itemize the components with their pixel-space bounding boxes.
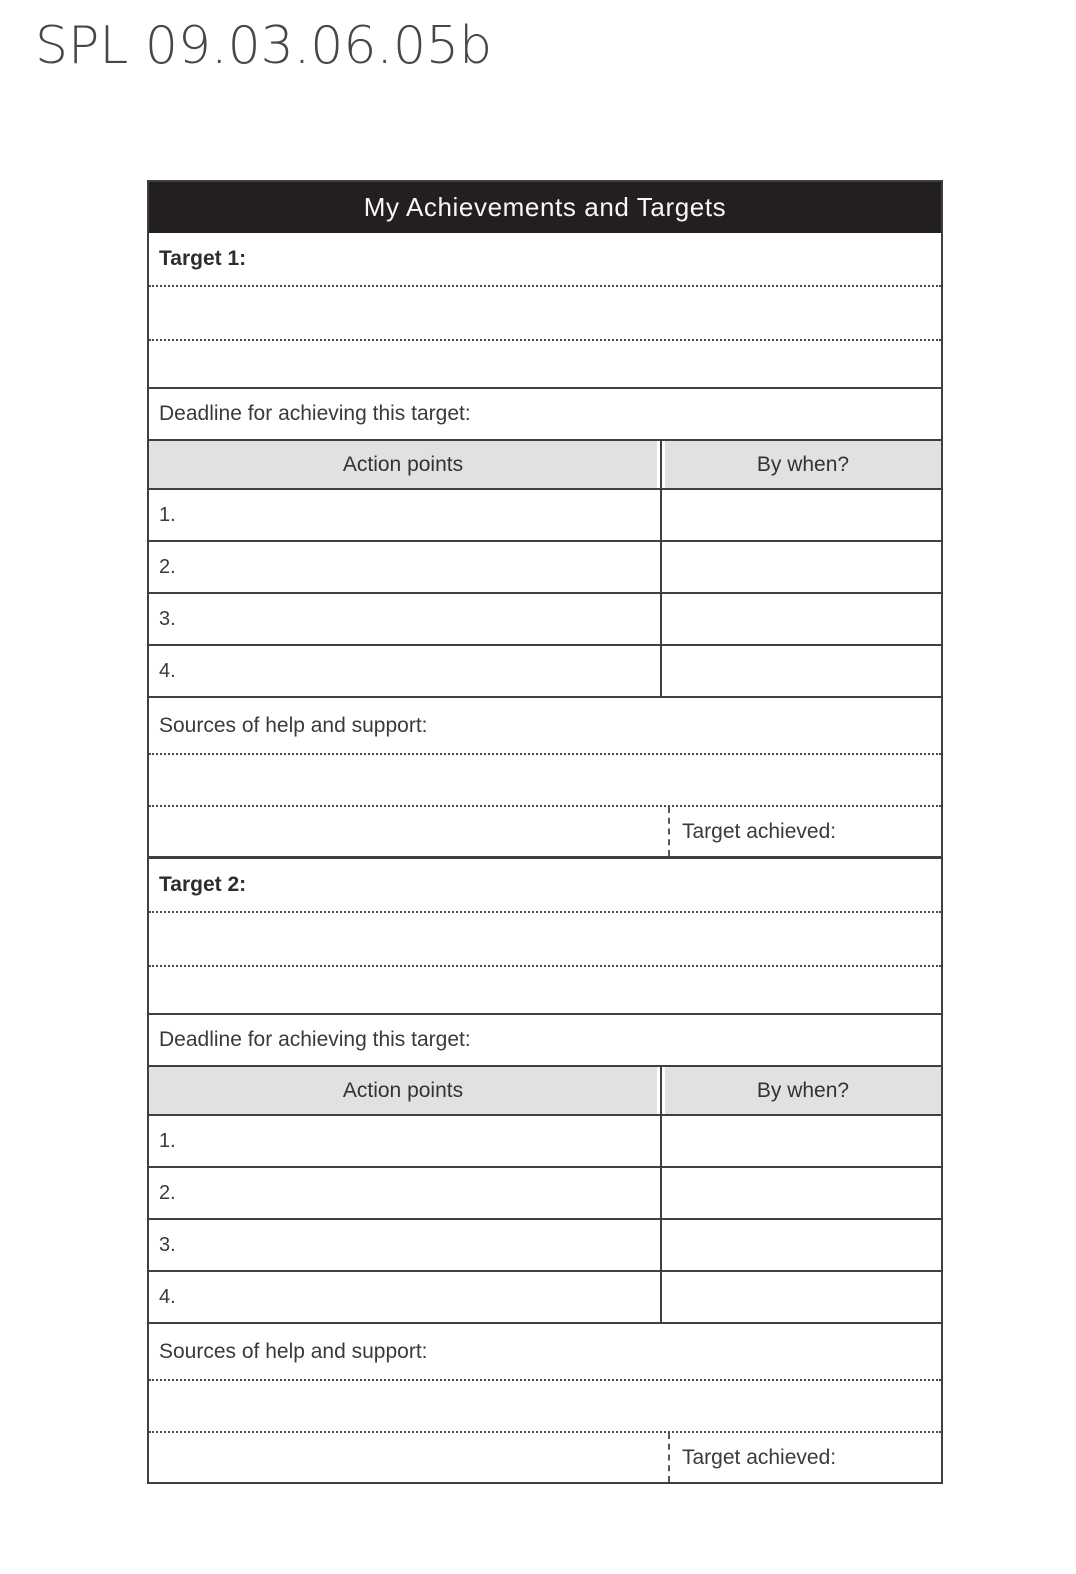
target-1-sources-writein-line[interactable] [149, 755, 941, 807]
target-2-label: Target 2: [159, 873, 247, 896]
action-row-number: 2. [159, 1181, 176, 1204]
achievements-targets-sheet [147, 180, 943, 1484]
target-1-deadline-row[interactable] [149, 389, 941, 441]
target-1-sources-label: Sources of help and support: [159, 713, 428, 737]
target-1-action-row-3 [149, 594, 941, 646]
achieved-row-spacer[interactable] [149, 807, 668, 856]
by-when-cell-2[interactable] [662, 1168, 941, 1218]
action-row-number: 2. [159, 555, 176, 578]
target-2-action-row-2 [149, 1168, 941, 1220]
by-when-cell-4[interactable] [662, 1272, 941, 1322]
action-row-number: 4. [159, 1285, 176, 1308]
target-1-action-row-2 [149, 542, 941, 594]
sheet-title-bar [149, 182, 941, 233]
target-2-column-header-row [149, 1067, 941, 1116]
target-1-label-row[interactable] [149, 233, 941, 287]
target-2-sources-label: Sources of help and support: [159, 1339, 428, 1363]
action-row-number: 1. [159, 503, 176, 526]
by-when-cell-1[interactable] [662, 490, 941, 540]
by-when-cell-1[interactable] [662, 1116, 941, 1166]
target-2-action-row-3 [149, 1220, 941, 1272]
action-point-cell-3[interactable] [149, 1220, 662, 1270]
target-2-achieved-label: Target achieved: [682, 1445, 837, 1469]
target-1-achieved-label: Target achieved: [682, 819, 837, 843]
target-2-achieved-row [149, 1433, 941, 1482]
target-2-action-row-4 [149, 1272, 941, 1324]
target-1-column-header-row [149, 441, 941, 490]
action-point-cell-1[interactable] [149, 490, 662, 540]
target-1-achieved-row [149, 807, 941, 856]
by-when-cell-3[interactable] [662, 1220, 941, 1270]
action-row-number: 3. [159, 607, 176, 630]
target-2-deadline-label: Deadline for achieving this target: [159, 1028, 471, 1051]
action-point-cell-2[interactable] [149, 542, 662, 592]
action-row-number: 1. [159, 1129, 176, 1152]
action-row-number: 3. [159, 1233, 176, 1256]
target-2-by-when-header-cell [665, 1067, 941, 1114]
target-1-label: Target 1: [159, 247, 247, 270]
target-1-action-points-header-cell [149, 441, 657, 488]
target-1-action-row-4 [149, 646, 941, 698]
target-1-action-row-1 [149, 490, 941, 542]
target-2-writein-line-1[interactable] [149, 913, 941, 967]
target-2-label-row[interactable] [149, 859, 941, 913]
target-1-deadline-label: Deadline for achieving this target: [159, 402, 471, 425]
action-point-cell-4[interactable] [149, 646, 662, 696]
by-when-cell-4[interactable] [662, 646, 941, 696]
target-2-sources-writein-line[interactable] [149, 1381, 941, 1433]
target-2-action-row-1 [149, 1116, 941, 1168]
target-1-sources-row[interactable] [149, 698, 941, 755]
action-row-number: 4. [159, 659, 176, 682]
by-when-cell-2[interactable] [662, 542, 941, 592]
by-when-header-label: By when? [756, 1078, 850, 1102]
action-points-header-label: Action points [342, 1078, 464, 1102]
document-code-title: SPL 09.03.06.05b [35, 16, 493, 76]
target-2-action-points-header-cell [149, 1067, 657, 1114]
achieved-row-spacer[interactable] [149, 1433, 668, 1482]
target-2-sources-row[interactable] [149, 1324, 941, 1381]
target-2-deadline-row[interactable] [149, 1015, 941, 1067]
action-point-cell-3[interactable] [149, 594, 662, 644]
by-when-header-label: By when? [756, 452, 850, 476]
target-2-section [149, 859, 941, 1482]
target-1-section [149, 233, 941, 856]
action-points-header-label: Action points [342, 452, 464, 476]
sheet-title: My Achievements and Targets [363, 192, 727, 222]
action-point-cell-2[interactable] [149, 1168, 662, 1218]
target-1-writein-line-1[interactable] [149, 287, 941, 341]
by-when-cell-3[interactable] [662, 594, 941, 644]
action-point-cell-4[interactable] [149, 1272, 662, 1322]
target-2-achieved-cell[interactable] [668, 1433, 941, 1482]
target-1-by-when-header-cell [665, 441, 941, 488]
target-1-writein-line-2[interactable] [149, 341, 941, 389]
action-point-cell-1[interactable] [149, 1116, 662, 1166]
target-2-writein-line-2[interactable] [149, 967, 941, 1015]
target-1-achieved-cell[interactable] [668, 807, 941, 856]
